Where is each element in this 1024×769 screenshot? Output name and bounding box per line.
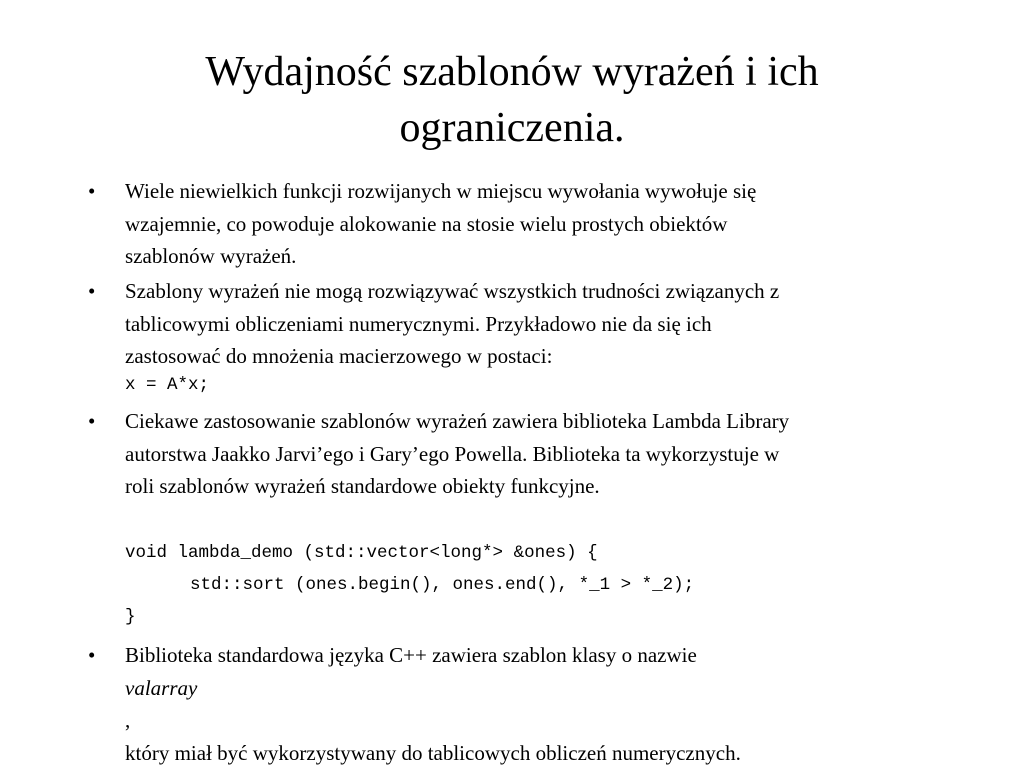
bullet-text: [125, 639, 948, 769]
title-line-1: Wydajność szablonów wyrażeń i ich: [80, 44, 944, 100]
bullet-text: [125, 275, 948, 373]
bullet-marker: •: [88, 405, 95, 438]
bullet-line: szablonów wyrażeń.: [125, 240, 948, 273]
bullet-line: [125, 639, 948, 737]
code-inline-example: x = A*x;: [125, 373, 209, 397]
bullet-line: roli szablonów wyrażeń standardowe obiekty funkcyjne.: [125, 470, 948, 503]
bullet-line: Wiele niewielkich funkcji rozwijanych w miejscu wywołania wywołuje się: [125, 175, 948, 208]
bullet-line: Szablony wyrażeń nie mogą rozwiązywać wszystkich trudności związanych z: [125, 275, 948, 308]
bullet-line-prefix: Biblioteka standardowa języka C++ zawiera szablon klasy o nazwie: [125, 639, 948, 672]
bullet-line-suffix: ,: [125, 704, 948, 737]
bullet-line: tablicowymi obliczeniami numerycznymi. Przykładowo nie da się ich: [125, 308, 948, 341]
bullet-marker: •: [88, 639, 95, 672]
bullet-marker: •: [88, 275, 95, 308]
bullet-line: Ciekawe zastosowanie szablonów wyrażeń zawiera biblioteka Lambda Library: [125, 405, 948, 438]
code-line-3: }: [125, 605, 136, 629]
bullet-line: zastosować do mnożenia macierzowego w postaci:: [125, 340, 948, 373]
bullet-marker: •: [88, 175, 95, 208]
bullet-line: autorstwa Jaakko Jarvi’ego i Gary’ego Powella. Biblioteka ta wykorzystuje w: [125, 438, 948, 471]
valarray-term: valarray: [125, 676, 197, 700]
title-line-2: ograniczenia.: [80, 100, 944, 156]
code-line-2: std::sort (ones.begin(), ones.end(), *_1 > *_2);: [190, 573, 694, 597]
code-line-1: void lambda_demo (std::vector<long*> &ones) {: [125, 541, 598, 565]
bullet-line: wzajemnie, co powoduje alokowanie na stosie wielu prostych obiektów: [125, 208, 948, 241]
bullet-text: [125, 175, 948, 273]
bullet-text: [125, 405, 948, 503]
bullet-line: który miał być wykorzystywany do tablicowych obliczeń numerycznych.: [125, 737, 948, 769]
